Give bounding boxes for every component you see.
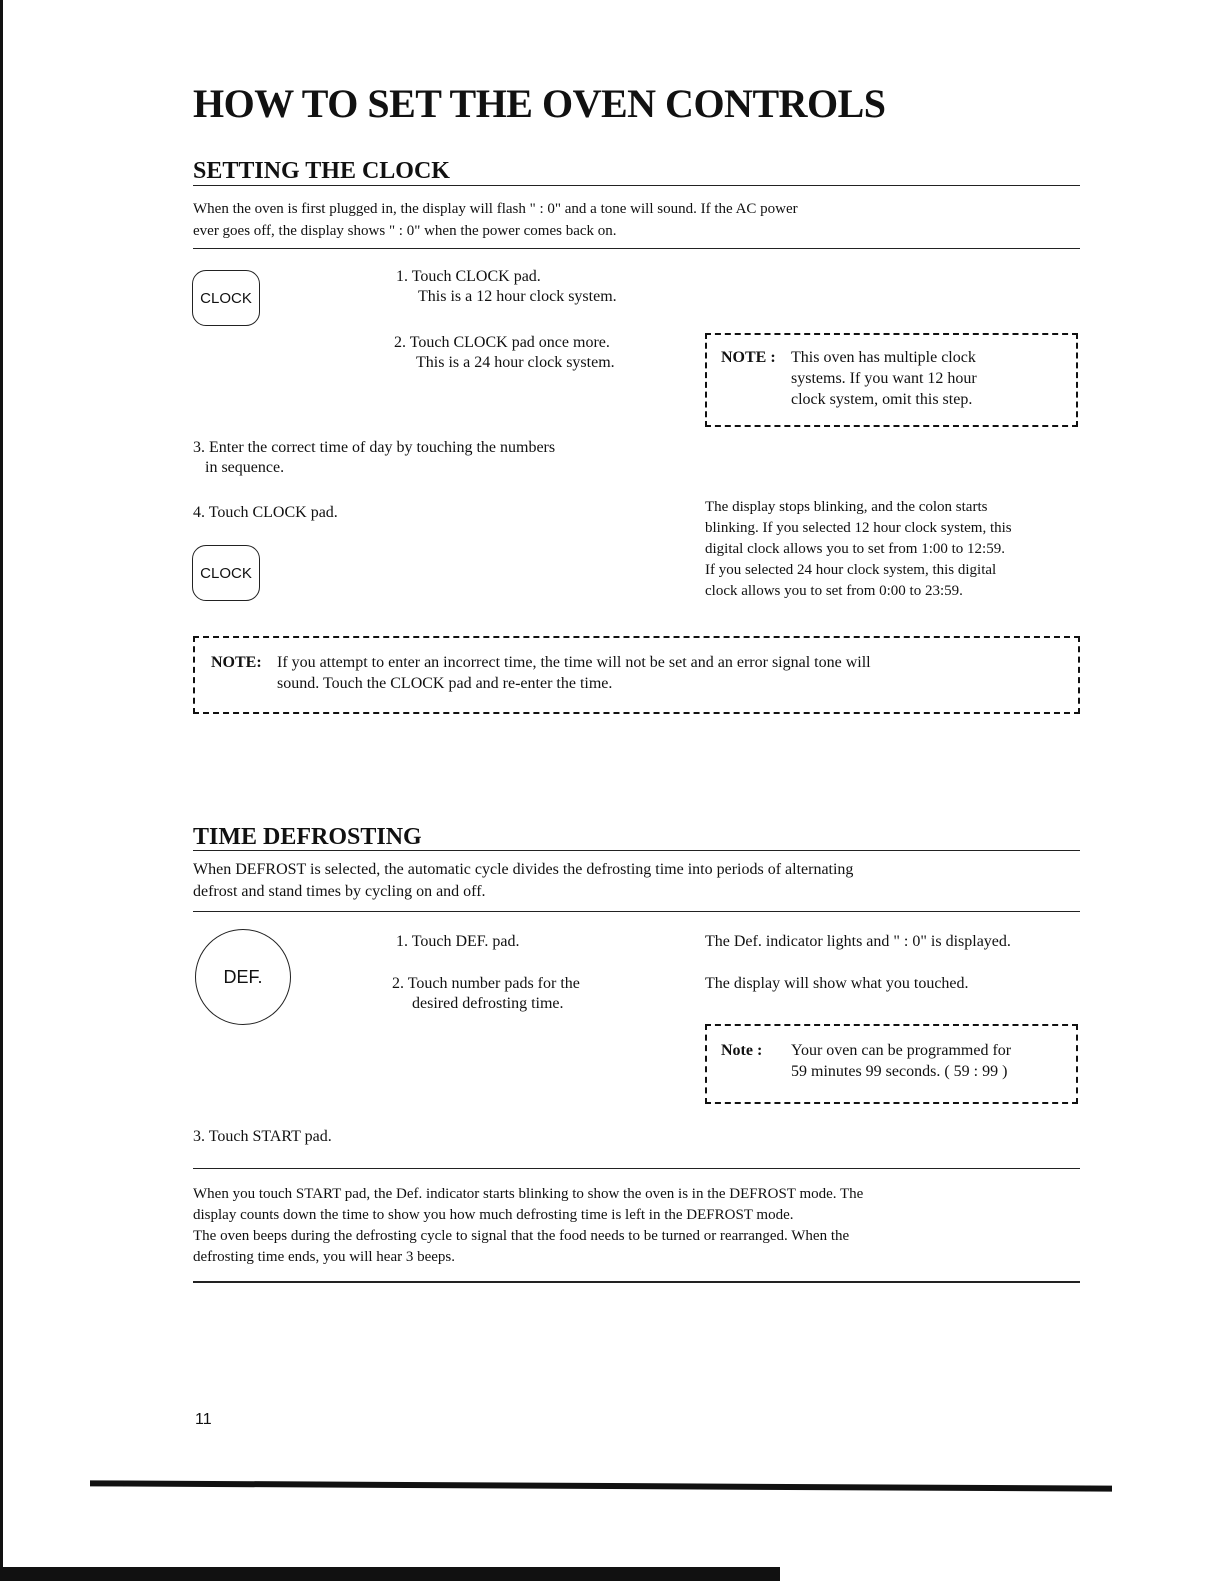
defrost-note-label: Note : bbox=[721, 1042, 763, 1059]
defrost-note-line-1: Your oven can be programmed for bbox=[791, 1042, 1012, 1059]
clock-step-3-detail: in sequence. bbox=[205, 459, 285, 476]
page-title: HOW TO SET THE OVEN CONTROLS bbox=[193, 81, 886, 126]
clock-step-4-description bbox=[705, 497, 1085, 602]
defrost-para-1-line-2: display counts down the time to show you how much defrosting time is left in the DEFROST mode. bbox=[193, 1207, 794, 1223]
clock-step-2 bbox=[394, 333, 615, 373]
clock-pad-label: CLOCK bbox=[200, 289, 252, 307]
defrost-heading-rule bbox=[193, 850, 1080, 851]
clock-error-note-box bbox=[193, 636, 1080, 714]
page-number: 11 bbox=[195, 1411, 212, 1428]
def-pad-label: DEF. bbox=[223, 966, 263, 987]
clock-note-box bbox=[705, 333, 1078, 427]
defrost-step-1-result: The Def. indicator lights and " : 0" is displayed. bbox=[705, 933, 1011, 950]
clock-error-note-label: NOTE: bbox=[211, 654, 262, 671]
defrost-intro-rule bbox=[193, 911, 1080, 912]
clock-error-note-line-2: sound. Touch the CLOCK pad and re-enter the time. bbox=[277, 675, 613, 692]
clock-intro-line-2: ever goes off, the display shows " : 0" when the power comes back on. bbox=[193, 223, 617, 239]
clock-step-1 bbox=[396, 267, 617, 307]
clock-error-note-line-1: If you attempt to enter an incorrect time, the time will not be set and an error signal tone will bbox=[277, 654, 871, 671]
clock-step-3-text: 3. Enter the correct time of day by touching the numbers bbox=[193, 439, 556, 456]
clock-step-4: 4. Touch CLOCK pad. bbox=[193, 504, 338, 521]
defrost-intro-line-2: defrost and stand times by cycling on and off. bbox=[193, 883, 486, 900]
clock-step-1-text: 1. Touch CLOCK pad. bbox=[396, 268, 541, 285]
defrost-note-line-2: 59 minutes 99 seconds. ( 59 : 99 ) bbox=[791, 1063, 1008, 1080]
defrost-para-2-line-1: The oven beeps during the defrosting cycle to signal that the food needs to be turned or rearranged. When the bbox=[193, 1228, 850, 1244]
def-pad-icon bbox=[195, 929, 291, 1025]
clock-intro-rule bbox=[193, 248, 1080, 249]
scan-edge-line bbox=[90, 1480, 1112, 1491]
clock-note-line-1: This oven has multiple clock bbox=[791, 349, 976, 366]
clock-section-heading: SETTING THE CLOCK bbox=[193, 158, 450, 184]
clock-note-line-2: systems. If you want 12 hour bbox=[791, 370, 977, 387]
clock-pad-icon bbox=[192, 270, 260, 326]
clock-step-2-text: 2. Touch CLOCK pad once more. bbox=[394, 334, 610, 351]
clock-desc-line-3: digital clock allows you to set from 1:00 to 12:59. bbox=[705, 541, 1005, 557]
defrost-para-1-line-1: When you touch START pad, the Def. indicator starts blinking to show the oven is in the DEFROST mode. The bbox=[193, 1186, 864, 1202]
clock-desc-line-2: blinking. If you selected 12 hour clock system, this bbox=[705, 520, 1012, 536]
clock-intro-line-1: When the oven is first plugged in, the display will flash " : 0" and a tone will sound. If the AC power bbox=[193, 201, 798, 217]
defrost-step-3: 3. Touch START pad. bbox=[193, 1128, 332, 1145]
clock-desc-line-5: clock allows you to set from 0:00 to 23:59. bbox=[705, 583, 963, 599]
defrost-step-2 bbox=[392, 974, 580, 1014]
clock-note-line-3: clock system, omit this step. bbox=[791, 391, 973, 408]
clock-pad-label-2: CLOCK bbox=[200, 564, 252, 582]
defrost-step-2-result: The display will show what you touched. bbox=[705, 975, 969, 992]
defrost-bottom-rule bbox=[193, 1281, 1080, 1283]
clock-desc-line-1: The display stops blinking, and the colon starts bbox=[705, 499, 988, 515]
defrost-steps-rule bbox=[193, 1168, 1080, 1169]
defrost-step-2-text: 2. Touch number pads for the bbox=[392, 975, 580, 992]
clock-step-1-detail: This is a 12 hour clock system. bbox=[418, 288, 617, 305]
clock-step-3 bbox=[193, 438, 555, 478]
defrost-step-2-detail: desired defrosting time. bbox=[412, 995, 564, 1012]
defrost-step-1: 1. Touch DEF. pad. bbox=[396, 933, 520, 950]
defrost-explanation bbox=[193, 1184, 1083, 1268]
clock-step-2-detail: This is a 24 hour clock system. bbox=[416, 354, 615, 371]
scan-bottom-bar bbox=[0, 1567, 780, 1581]
clock-intro bbox=[193, 198, 1093, 242]
clock-pad-icon-2 bbox=[192, 545, 260, 601]
defrost-para-2-line-2: defrosting time ends, you will hear 3 beeps. bbox=[193, 1249, 456, 1265]
defrost-intro-line-1: When DEFROST is selected, the automatic cycle divides the defrosting time into periods of alternating bbox=[193, 861, 854, 878]
defrost-intro bbox=[193, 859, 1093, 903]
left-margin-bar bbox=[0, 0, 3, 1581]
clock-desc-line-4: If you selected 24 hour clock system, this digital bbox=[705, 562, 997, 578]
clock-heading-rule bbox=[193, 185, 1080, 186]
defrost-note-box bbox=[705, 1024, 1078, 1104]
defrost-section-heading: TIME DEFROSTING bbox=[193, 824, 422, 850]
clock-note-label: NOTE : bbox=[721, 349, 776, 366]
